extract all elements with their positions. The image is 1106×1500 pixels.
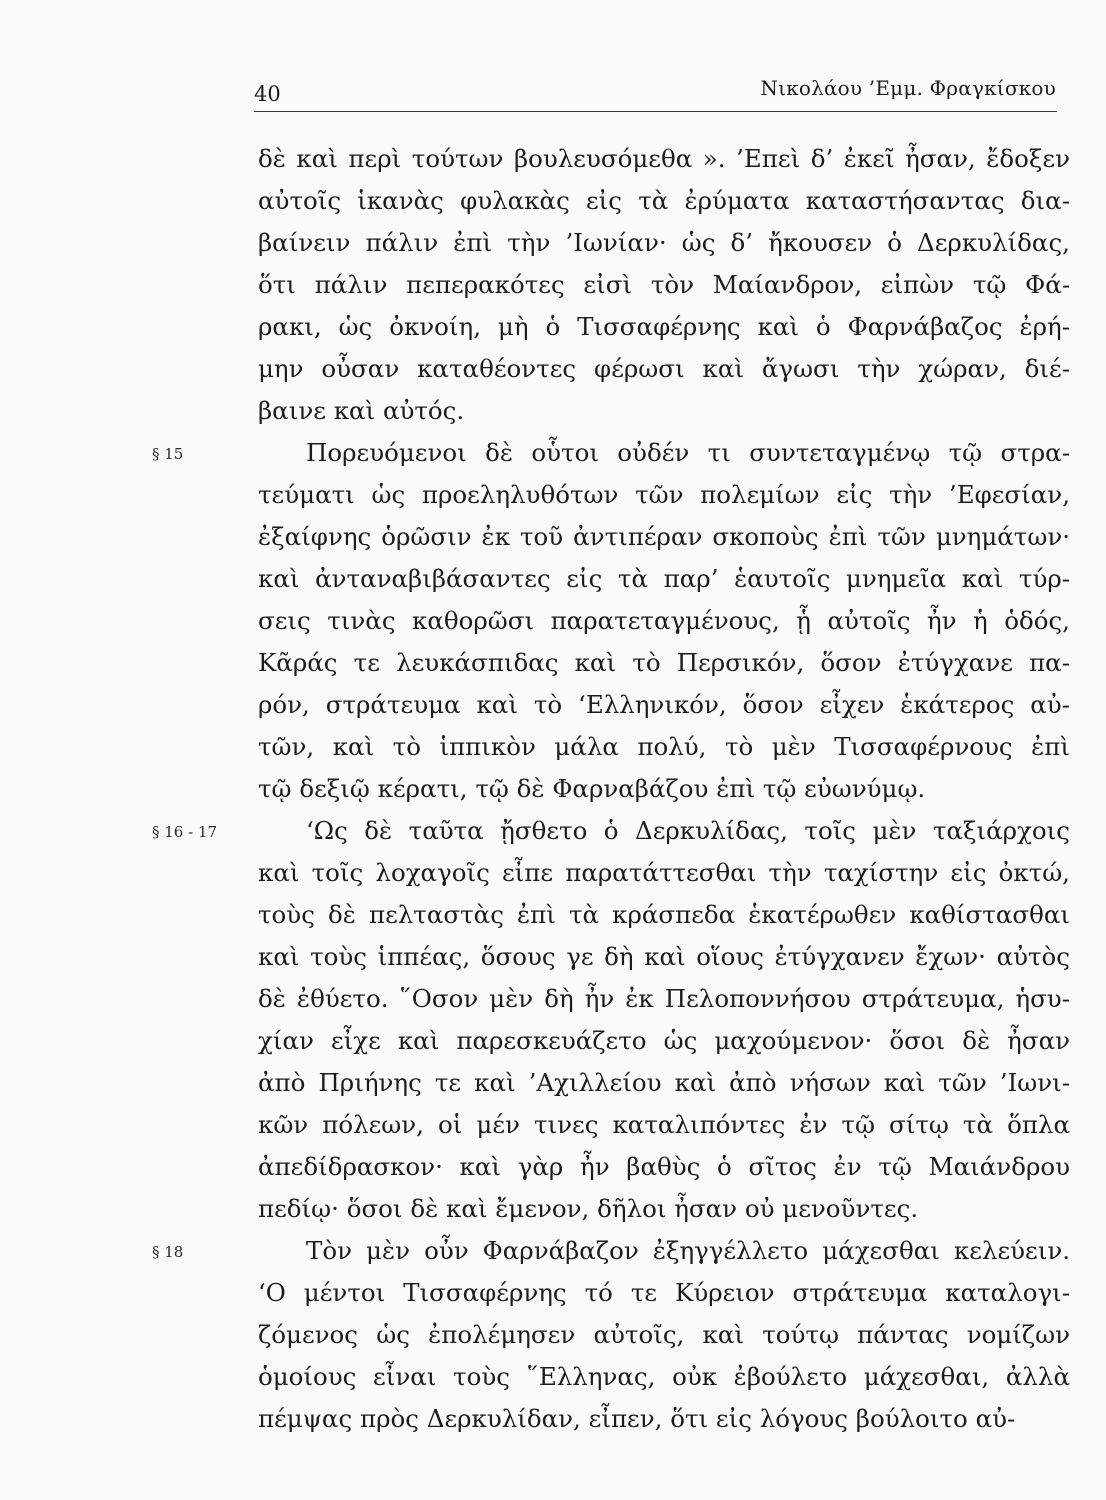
- text-line: [258, 138, 1070, 180]
- text-line: [258, 684, 1070, 726]
- line-text: ἀπὸ Πριήνης τε καὶ ’Αχιλλείου καὶ ἀπὸ νήσων καὶ τῶν ’Ιωνι-: [258, 1068, 1071, 1097]
- line-text: κῶν πόλεων, οἱ μέν τινες καταλιπόντες ἐν τῷ σίτῳ τὰ ὅπλα: [258, 1110, 1070, 1139]
- text-line: [258, 1314, 1070, 1356]
- text-line: [258, 474, 1070, 516]
- line-text: βαινε καὶ αὐτός.: [258, 396, 465, 425]
- text-line: [258, 852, 1070, 894]
- line-text: τῷ δεξιῷ κέρατι, τῷ δὲ Φαρναβάζου ἐπὶ τῷ εὐωνύμῳ.: [258, 774, 926, 803]
- line-text: πεδίῳ· ὅσοι δὲ καὶ ἔμενον, δῆλοι ἦσαν οὐ μενοῦντες.: [258, 1194, 919, 1223]
- line-text: Κᾶράς τε λευκάσπιδας καὶ τὸ Περσικόν, ὅσον ἐτύγχανε πα-: [258, 648, 1071, 677]
- line-text: τοὺς δὲ πελταστὰς ἐπὶ τὰ κράσπεδα ἑκατέρωθεν καθίστασθαι: [258, 900, 1070, 929]
- line-text: δὲ καὶ περὶ τούτων βουλευσόμεθα ». ’Επεὶ δ’ ἐκεῖ ἦσαν, ἔδοξεν: [258, 144, 1070, 173]
- line-text: καὶ ἀνταναβιβάσαντες εἰς τὰ παρ’ ἑαυτοῖς μνημεῖα καὶ τύρ-: [258, 564, 1071, 593]
- page-number: 40: [254, 82, 281, 106]
- line-text: ρόν, στράτευμα καὶ τὸ ‘Ελληνικόν, ὅσον εἶχεν ἑκάτερος αὐ-: [258, 690, 1070, 719]
- section-marker: § 18: [152, 1243, 184, 1261]
- text-line: [258, 1062, 1070, 1104]
- line-text: πέμψας πρὸς Δερκυλίδαν, εἶπεν, ὅτι εἰς λόγους βούλοιτο αὐ-: [258, 1404, 1016, 1433]
- line-text: μην οὖσαν καταθέοντες φέρωσι καὶ ἄγωσι τὴν χώραν, διέ-: [258, 354, 1071, 383]
- text-line: [258, 1188, 1070, 1230]
- line-text: ἐξαίφνης ὁρῶσιν ἐκ τοῦ ἀντιπέραν σκοποὺς ἐπὶ τῶν μνημάτων·: [258, 522, 1071, 551]
- line-text: βαίνειν πάλιν ἐπὶ τὴν ’Ιωνίαν· ὡς δ’ ἤκουσεν ὁ Δερκυλίδας,: [258, 228, 1070, 257]
- text-line: [258, 894, 1070, 936]
- text-line: [258, 1272, 1070, 1314]
- line-text: τεύματι ὡς προεληλυθότων τῶν πολεμίων εἰς τὴν ’Εφεσίαν,: [258, 480, 1070, 509]
- line-text: ‘Ως δὲ ταῦτα ᾔσθετο ὁ Δερκυλίδας, τοῖς μὲν ταξιάρχοις: [306, 816, 1070, 845]
- line-text: ρακι, ὡς ὀκνοίη, μὴ ὁ Τισσαφέρνης καὶ ὁ Φαρνάβαζος ἐρή-: [258, 312, 1070, 341]
- text-line: [258, 642, 1070, 684]
- line-text: σεις τινὰς καθορῶσι παρατεταγμένους, ᾗ αὐτοῖς ἦν ἡ ὁδός,: [258, 606, 1070, 635]
- line-text: ὁμοίους εἶναι τοὺς ῞Ελληνας, οὐκ ἐβούλετο μάχεσθαι, ἀλλὰ: [258, 1362, 1071, 1391]
- text-line: [258, 1398, 1070, 1440]
- text-line: [258, 768, 1070, 810]
- line-text: ἀπεδίδρασκον· καὶ γὰρ ἦν βαθὺς ὁ σῖτος ἐν τῷ Μαιάνδρου: [258, 1152, 1070, 1181]
- line-text: τῶν, καὶ τὸ ἱππικὸν μάλα πολύ, τὸ μὲν Τισσαφέρνους ἐπὶ: [258, 732, 1071, 761]
- text-line: [258, 306, 1070, 348]
- text-line: [258, 180, 1070, 222]
- line-text: δὲ ἐθύετο. ῞Οσον μὲν δὴ ἦν ἐκ Πελοποννήσου στράτευμα, ἡσυ-: [258, 984, 1070, 1013]
- line-text: αὐτοῖς ἱκανὰς φυλακὰς εἰς τὰ ἐρύματα καταστήσαντας δια-: [258, 186, 1070, 215]
- text-line: [258, 222, 1070, 264]
- header-rule: [254, 111, 1057, 112]
- line-text: ‘Ο μέντοι Τισσαφέρνης τό τε Κύρειον στράτευμα καταλογι-: [258, 1278, 1071, 1307]
- text-line: [258, 1104, 1070, 1146]
- text-line: [258, 390, 1070, 432]
- text-line: [152, 1230, 1071, 1272]
- text-line: [258, 726, 1070, 768]
- text-line: [258, 558, 1070, 600]
- text-line: [258, 936, 1070, 978]
- text-line: [152, 810, 1070, 852]
- text-line: [258, 264, 1070, 306]
- text-line: [258, 348, 1070, 390]
- line-text: καὶ τοὺς ἱππέας, ὅσους γε δὴ καὶ οἵους ἐτύγχανεν ἔχων· αὐτὸς: [258, 942, 1071, 971]
- line-text: Τὸν μὲν οὖν Φαρνάβαζον ἐξηγγέλλετο μάχεσθαι κελεύειν.: [306, 1236, 1071, 1265]
- text-line: [258, 516, 1070, 558]
- text-line: [258, 1146, 1070, 1188]
- text-line: [258, 600, 1070, 642]
- line-text: Πορευόμενοι δὲ οὗτοι οὐδέν τι συντεταγμένῳ τῷ στρα-: [306, 438, 1070, 467]
- section-marker: § 15: [152, 445, 184, 463]
- running-head: Νικολάου ’Εμμ. Φραγκίσκου: [760, 76, 1056, 100]
- line-text: χίαν εἶχε καὶ παρεσκευάζετο ὡς μαχούμενον· ὅσοι δὲ ἦσαν: [258, 1026, 1071, 1055]
- text-block: [152, 138, 1071, 1440]
- text-line: [258, 1356, 1070, 1398]
- line-text: καὶ τοῖς λοχαγοῖς εἶπε παρατάττεσθαι τὴν ταχίστην εἰς ὀκτώ,: [258, 858, 1070, 887]
- text-line: [152, 432, 1070, 474]
- text-line: [258, 978, 1070, 1020]
- line-text: ζόμενος ὡς ἐπολέμησεν αὐτοῖς, καὶ τούτῳ πάντας νομίζων: [258, 1320, 1071, 1349]
- section-marker: § 16 - 17: [152, 823, 218, 841]
- text-line: [258, 1020, 1070, 1062]
- line-text: ὅτι πάλιν πεπερακότες εἰσὶ τὸν Μαίανδρον, εἰπὼν τῷ Φά-: [258, 270, 1071, 299]
